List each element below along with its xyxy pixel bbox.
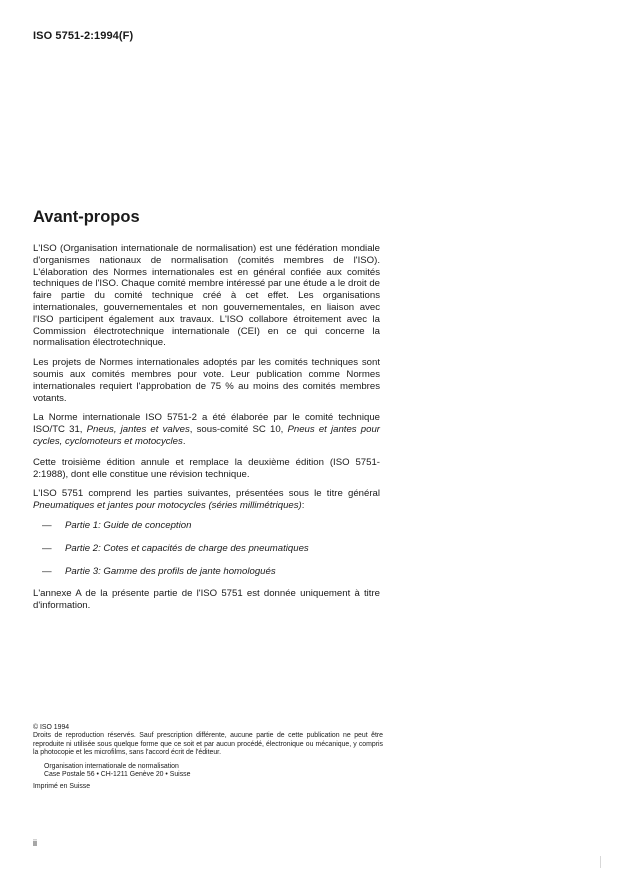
dash-icon: — — [42, 542, 52, 554]
sc-title: Pneus et jantes pour cycles, cyclomoteurs et motocycles — [33, 424, 380, 447]
scan-artifact — [600, 856, 601, 868]
parts-list — [33, 520, 380, 577]
parts-text-a: L'ISO 5751 comprend les parties suivantes, présentées sous le titre général — [33, 488, 380, 500]
paragraph-committee — [33, 412, 380, 447]
dash-icon: — — [42, 565, 52, 577]
rights-notice: Droits de reproduction réservés. Sauf prescription différente, aucune partie de cette publication ne peut être reproduite ni utilisée sous quelque forme que ce soit et par aucun procédé, électronique ou mécanique, y compris la photocopie et les microfilms, sans l'accord écrit de l'éditeur. — [33, 732, 383, 757]
document-id: ISO 5751-2:1994(F) — [33, 30, 134, 42]
list-item — [33, 520, 380, 532]
foreword-body — [33, 243, 380, 620]
committee-text-c: , sous-comité SC 10, — [189, 424, 288, 436]
copyright-notice: © ISO 1994 — [33, 724, 70, 731]
committee-text-a: La Norme internationale ISO 5751-2 a été élaborée par le comité technique ISO/TC 31, — [33, 412, 380, 436]
paragraph-annex: L'annexe A de la présente partie de l'ISO 5751 est donnée uniquement à titre d'information. — [33, 588, 380, 612]
dash-icon: — — [42, 519, 52, 531]
organization-name: Organisation internationale de normalisation — [44, 762, 179, 770]
list-item-text: Partie 1: Guide de conception — [65, 519, 192, 531]
list-item — [33, 566, 380, 578]
committee-text-e: . — [182, 435, 186, 447]
page-number: ii — [33, 838, 37, 848]
paragraph-edition: Cette troisième édition annule et remplace la deuxième édition (ISO 5751-2:1988), dont elle constitue une révision technique. — [33, 456, 380, 480]
parts-text-c: : — [301, 500, 305, 512]
list-item-text: Partie 3: Gamme des profils de jante homologués — [65, 565, 276, 577]
copyright-footer — [33, 724, 383, 792]
paragraph-drafts: Les projets de Normes internationales adoptés par les comités techniques sont soumis aux comités membres pour vote. Leur publication comme Normes internationales requiert l'approbation de 75 % au moins des comités membres votants. — [33, 357, 380, 404]
tc-title: Pneus, jantes et valves — [86, 424, 190, 436]
series-title: Pneumatiques et jantes pour motocycles (séries millimétriques) — [33, 500, 302, 512]
list-item-text: Partie 2: Cotes et capacités de charge des pneumatiques — [65, 542, 309, 554]
section-title: Avant-propos — [33, 208, 140, 226]
paragraph-parts — [33, 488, 380, 512]
organization-address: Case Postale 56 • CH-1211 Genève 20 • Suisse — [44, 771, 191, 779]
list-item — [33, 543, 380, 555]
printed-in: Imprimé en Suisse — [33, 783, 91, 791]
paragraph-iso-intro: L'ISO (Organisation internationale de normalisation) est une fédération mondiale d'organismes nationaux de normalisation (comités membres de l'ISO). L'élaboration des Normes internationales est en général confiée aux comités techniques de l'ISO. Chaque comité membre intéressé par une étude a le droit de faire partie du comité technique créé à cet effet. Les organisations internationales, gouvernementales et non gouvernementales, en liaison avec l'ISO participent également aux travaux. L'ISO collabore étroitement avec la Commission électrotechnique internationale (CEI) en ce qui concerne la normalisation électrotechnique. — [33, 243, 380, 349]
